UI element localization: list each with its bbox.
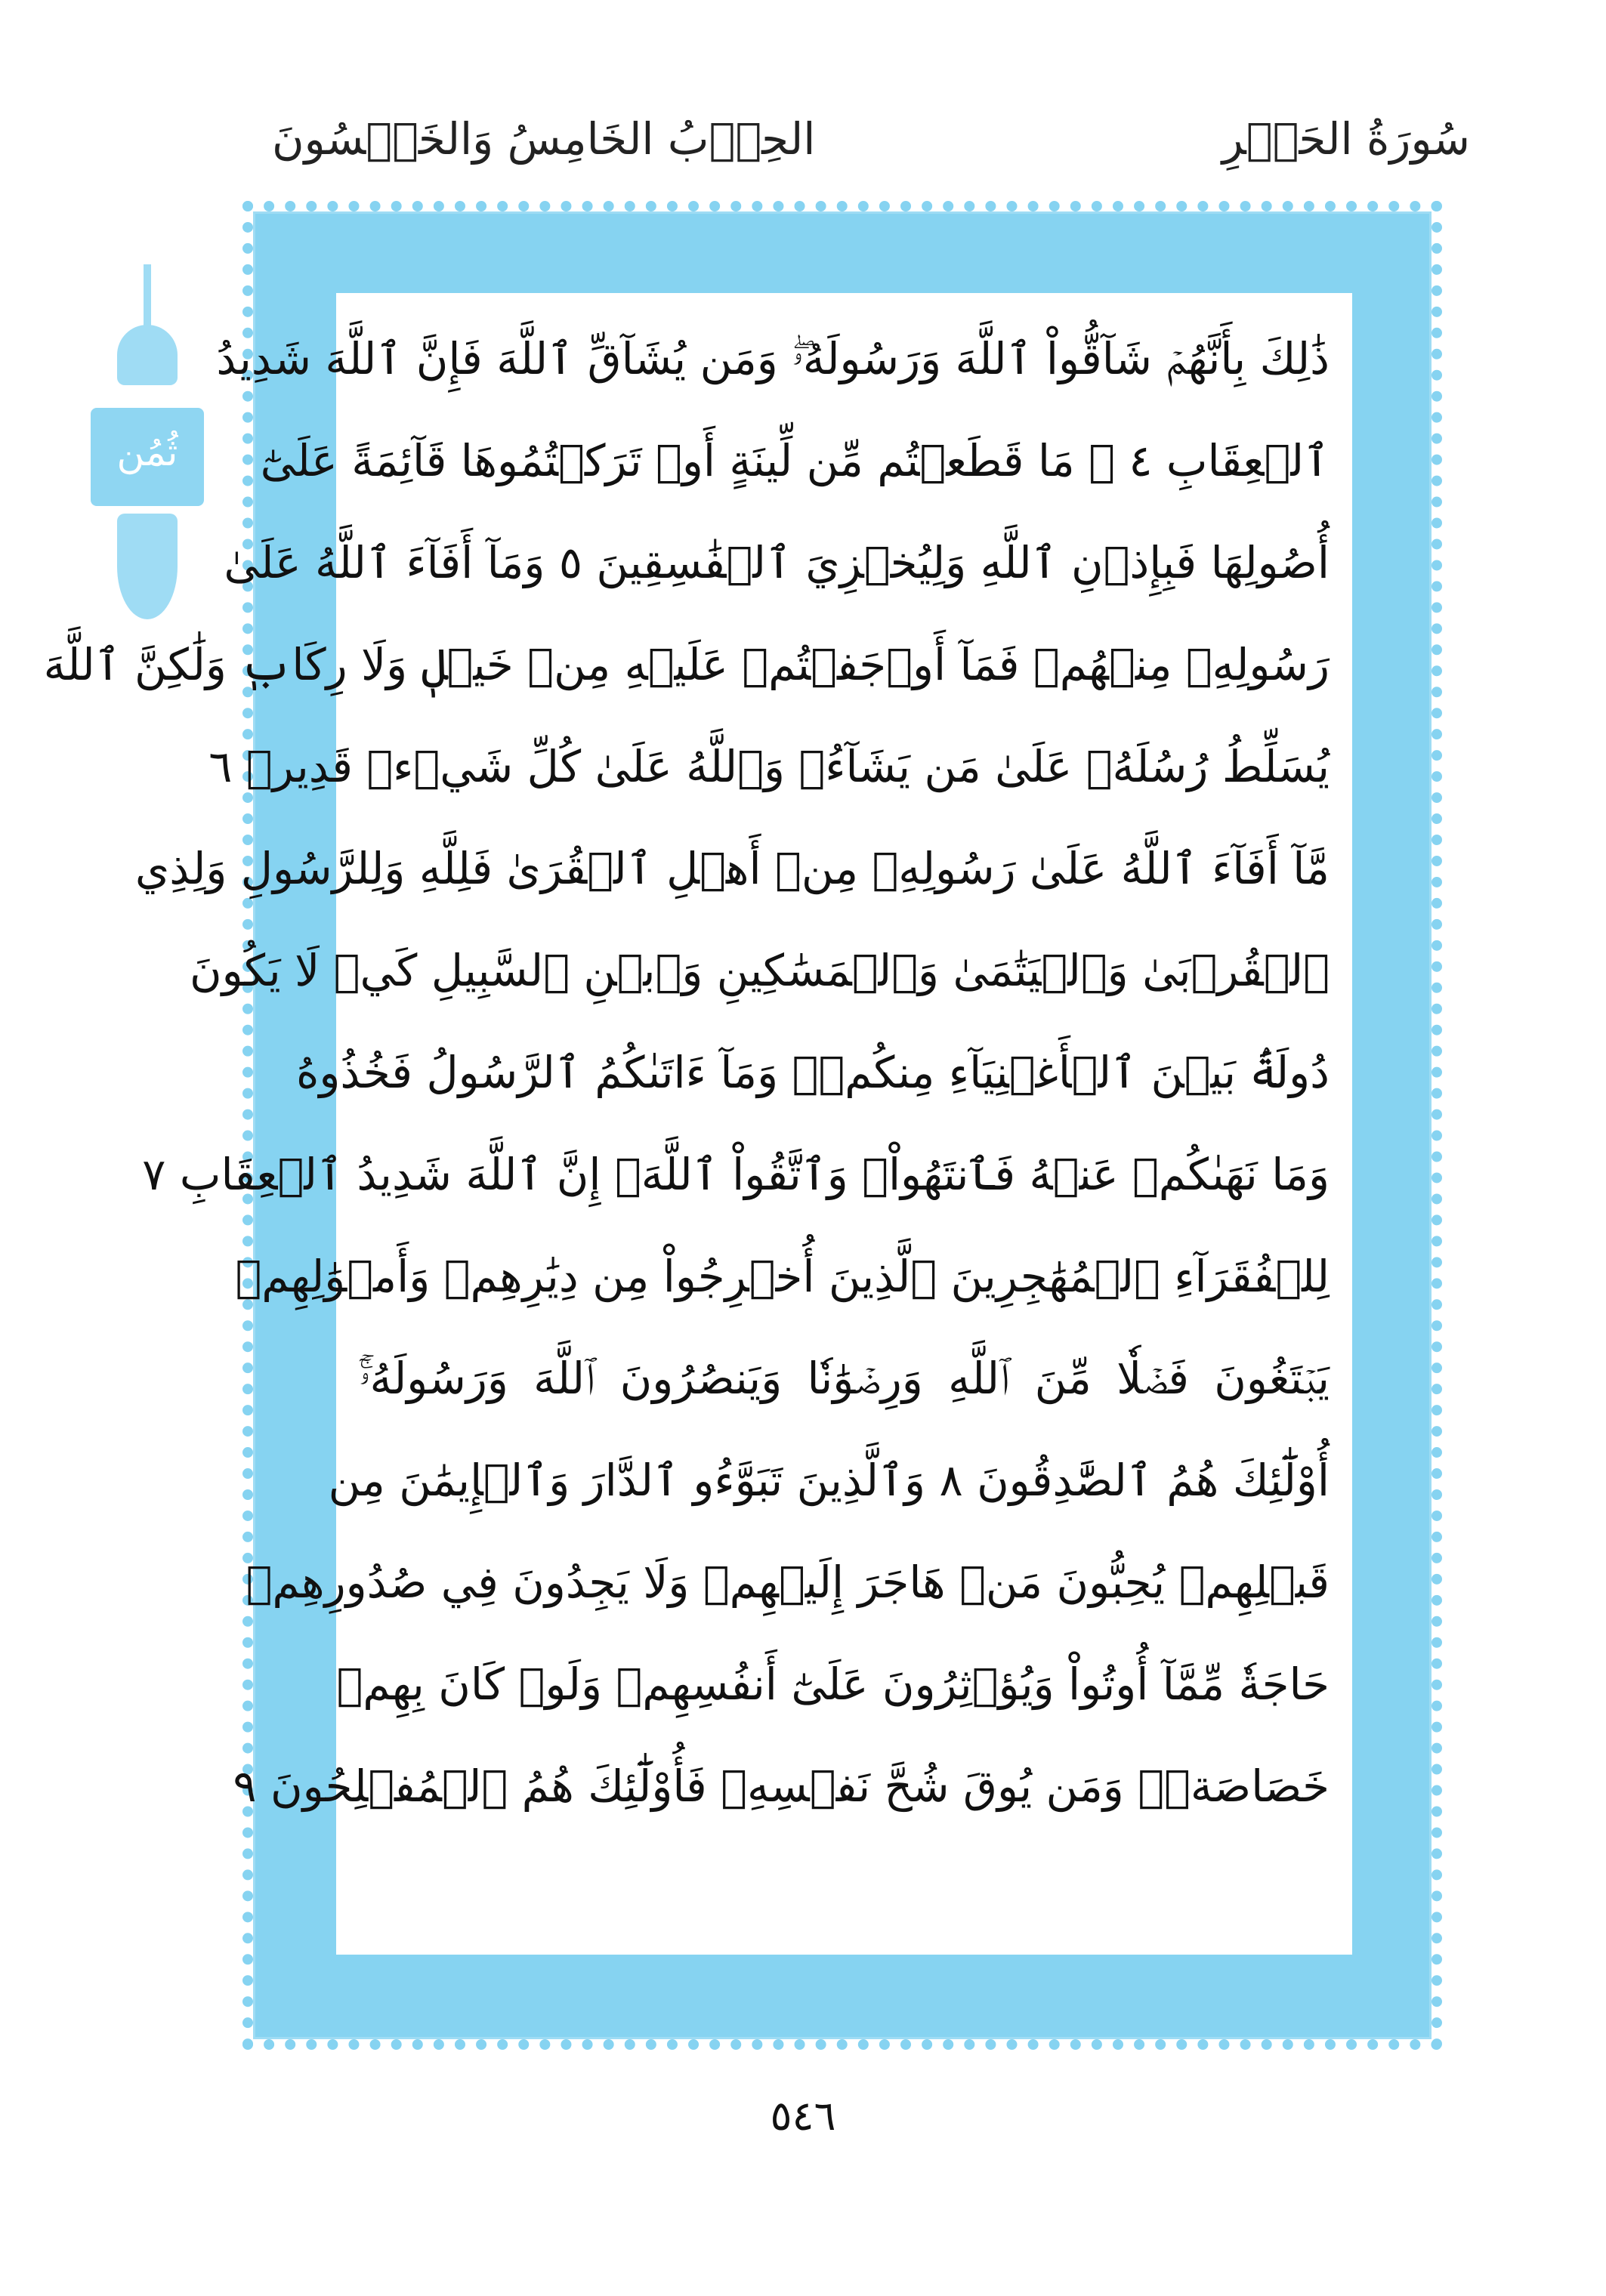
verse-line: خَصَاصَةٞۚ وَمَن يُوقَ شُحَّ نَفۡسِهِۦ فَأُوْلَٰٓئِكَ هُمُ ٱلۡمُفۡلِحُونَ ٩ — [233, 1761, 1330, 1812]
verse-line: ٱلۡعِقَابِ ٤ ۞ مَا قَطَعۡتُم مِّن لِّينَةٍ أَوۡ تَرَكۡتُمُوهَا قَآئِمَةً عَلَىٰٓ — [260, 435, 1330, 486]
hizb-title: الحِزۡبُ الخَامِسُ وَالخَمۡسُونَ — [272, 113, 816, 165]
badge-dome-ornament — [117, 325, 178, 385]
verse-line: مَّآ أَفَآءَ ٱللَّهُ عَلَىٰ رَسُولِهِۦ مِنۡ أَهۡلِ ٱلۡقُرَىٰ فَلِلَّهِ وَلِلرَّسُولِ وَلِذِي — [134, 843, 1330, 894]
verse-line: يَبۡتَغُونَ فَضۡلٗا مِّنَ ٱللَّهِ وَرِضۡوَٰنٗا وَيَنصُرُونَ ٱللَّهَ وَرَسُولَهُۥٓۚ — [359, 1353, 1330, 1404]
surah-title: سُورَةُ الحَشۡرِ — [1221, 113, 1470, 165]
verse-line: رَسُولِهِۦ مِنۡهُمۡ فَمَآ أَوۡجَفۡتُمۡ عَلَيۡهِ مِنۡ خَيۡلٖ وَلَا رِكَابٖ وَلَٰكِنَّ ٱللَّهَ — [43, 639, 1330, 690]
verse-line: لِلۡفُقَرَآءِ ٱلۡمُهَٰجِرِينَ ٱلَّذِينَ أُخۡرِجُواْ مِن دِيَٰرِهِمۡ وَأَمۡوَٰلِهِمۡ — [235, 1251, 1330, 1302]
thumun-label: ثُمُن — [116, 430, 178, 474]
badge-spire-ornament — [144, 264, 151, 332]
badge-base-ornament — [117, 514, 178, 619]
verse-line: حَاجَةٗ مِّمَّآ أُوتُواْ وَيُؤۡثِرُونَ عَلَىٰٓ أَنفُسِهِمۡ وَلَوۡ كَانَ بِهِمۡ — [336, 1659, 1330, 1710]
verse-line: أُصُولِهَا فَبِإِذۡنِ ٱللَّهِ وَلِيُخۡزِيَ ٱلۡفَٰسِقِينَ ٥ وَمَآ أَفَآءَ ٱللَّهُ عَلَىٰ — [224, 537, 1330, 588]
page-number: ٥٤٦ — [770, 2092, 836, 2140]
verse-line: قَبۡلِهِمۡ يُحِبُّونَ مَنۡ هَاجَرَ إِلَيۡهِمۡ وَلَا يَجِدُونَ فِي صُدُورِهِمۡ — [246, 1557, 1330, 1608]
verse-line: ذَٰلِكَ بِأَنَّهُمۡ شَآقُّواْ ٱللَّهَ وَرَسُولَهُۥۖ وَمَن يُشَآقِّ ٱللَّهَ فَإِنَّ ٱللَّهَ شَدِيدُ — [216, 333, 1330, 384]
verse-line: وَمَا نَهَىٰكُمۡ عَنۡهُ فَٱنتَهُواْۚ وَٱتَّقُواْ ٱللَّهَۖ إِنَّ ٱللَّهَ شَدِيدُ ٱلۡعِقَابِ ٧ — [142, 1149, 1330, 1200]
thumun-badge — [83, 257, 212, 650]
verse-line: ٱلۡقُرۡبَىٰ وَٱلۡيَتَٰمَىٰ وَٱلۡمَسَٰكِينِ وَٱبۡنِ ٱلسَّبِيلِ كَيۡ لَا يَكُونَ — [189, 945, 1330, 996]
verse-line: دُولَةَۢ بَيۡنَ ٱلۡأَغۡنِيَآءِ مِنكُمۡۚ وَمَآ ءَاتَىٰكُمُ ٱلرَّسُولُ فَخُذُوهُ — [296, 1047, 1330, 1098]
verse-line: أُوْلَٰٓئِكَ هُمُ ٱلصَّٰدِقُونَ ٨ وَٱلَّذِينَ تَبَوَّءُو ٱلدَّارَ وَٱلۡإِيمَٰنَ مِن — [328, 1455, 1330, 1506]
verse-line: يُسَلِّطُ رُسُلَهُۥ عَلَىٰ مَن يَشَآءُۚ وَٱللَّهُ عَلَىٰ كُلِّ شَيۡءٖ قَدِيرٞ ٦ — [208, 741, 1330, 792]
